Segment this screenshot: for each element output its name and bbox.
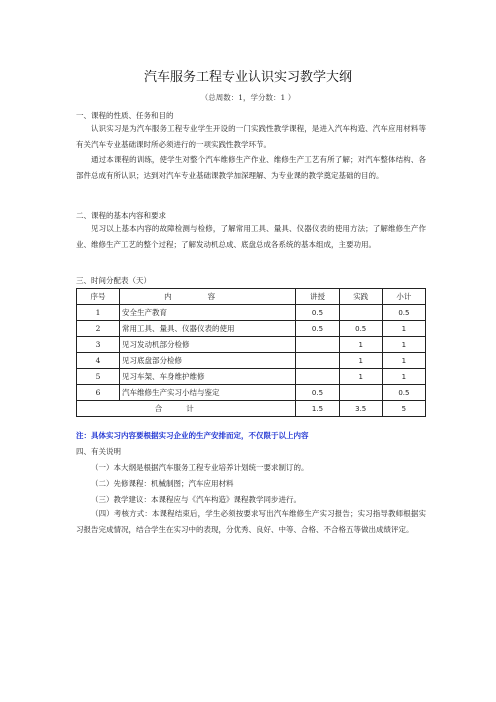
cell-no: 1 <box>77 305 120 321</box>
section-1-paragraph-2: 通过本课程的训练，使学生对整个汽车维修生产作业、维修生产工艺有所了解；对汽车整体结构、各部件总成有所认识；达到对汽车专业基础课教学加深理解、为专业课的教学奠定基础的目的。 <box>76 155 426 180</box>
cell-lecture: 0.5 <box>296 305 339 321</box>
cell-lecture <box>296 353 339 369</box>
total-lecture: 1.5 <box>296 401 339 417</box>
cell-no: 3 <box>77 337 120 353</box>
cell-content: 见习发动机部分检修 <box>119 337 295 353</box>
section-4-item-2: （二）先修课程：机械制图；汽车应用材料 <box>91 479 234 488</box>
table-row <box>77 321 426 337</box>
total-subtotal: 5 <box>382 401 425 417</box>
table-row <box>77 305 426 321</box>
cell-content: 汽车维修生产实习小结与鉴定 <box>119 385 295 401</box>
time-allocation-table <box>76 288 426 417</box>
cell-content: 见习车架、车身维护维修 <box>119 369 295 385</box>
cell-subtotal: 1 <box>382 337 425 353</box>
table-row <box>77 337 426 353</box>
cell-subtotal: 1 <box>382 369 425 385</box>
document-title: 汽车服务工程专业认识实习教学大纲 <box>143 70 352 85</box>
total-practice: 3.5 <box>339 401 382 417</box>
cell-no: 2 <box>77 321 120 337</box>
cell-content: 见习底盘部分检修 <box>119 353 295 369</box>
section-4-item-1: （一）本大纲是根据汽车服务工程专业培养计划统一要求制订的。 <box>91 463 309 472</box>
cell-practice <box>339 305 382 321</box>
cell-lecture: 0.5 <box>296 385 339 401</box>
header-lecture: 讲授 <box>296 289 339 305</box>
document-subtitle: （总周数：1，学分数：1 ） <box>200 93 296 102</box>
cell-subtotal: 0.5 <box>382 305 425 321</box>
cell-no: 6 <box>77 385 120 401</box>
total-label: 合计 <box>77 401 296 417</box>
section-1-paragraph-1: 认识实习是为汽车服务工程专业学生开设的一门实践性教学课程，是进入汽车构造、汽车应用材料等有关汽车专业基础课时所必须进行的一项实践性教学环节。 <box>76 124 426 149</box>
cell-lecture: 0.5 <box>296 321 339 337</box>
section-4-item-4: （四）考核方式：本课程结束后，学生必须按要求写出汽车维修生产实习报告；实习指导教师根据实习报告完成情况，结合学生在实习中的表现，分优秀、良好、中等、合格、不合格五等做出成绩评定。 <box>76 509 426 534</box>
header-practice: 实践 <box>339 289 382 305</box>
cell-practice: 1 <box>339 337 382 353</box>
table-row <box>77 385 426 401</box>
section-4-item-3: （三）教学建议：本课程应与《汽车构造》课程教学同步进行。 <box>91 495 301 504</box>
cell-lecture <box>296 337 339 353</box>
table-note: 注：具体实习内容要根据实习企业的生产安排而定，不仅限于以上内容 <box>76 431 309 440</box>
table-header-row <box>77 289 426 305</box>
header-content: 内容 <box>119 289 295 305</box>
header-subtotal: 小计 <box>382 289 425 305</box>
cell-content: 常用工具、量具、仪器仪表的使用 <box>119 321 295 337</box>
header-no: 序号 <box>77 289 120 305</box>
cell-subtotal: 1 <box>382 353 425 369</box>
cell-practice: 0.5 <box>339 321 382 337</box>
table-row <box>77 369 426 385</box>
cell-subtotal: 0.5 <box>382 385 425 401</box>
cell-no: 5 <box>77 369 120 385</box>
section-2-paragraph-1: 见习以上基本内容的故障检测与检修，了解常用工具、量具、仪器仪表的使用方法；了解维修生产作业、维修生产工艺的整个过程；了解发动机总成、底盘总成各系统的基本组成，主要功用。 <box>76 224 426 249</box>
cell-practice <box>339 385 382 401</box>
cell-practice: 1 <box>339 369 382 385</box>
cell-content: 安全生产教育 <box>119 305 295 321</box>
section-3-heading: 三、时间分配表（天） <box>76 276 151 285</box>
cell-subtotal: 1 <box>382 321 425 337</box>
table-total-row <box>77 401 426 417</box>
cell-no: 4 <box>77 353 120 369</box>
section-1-heading: 一、课程的性质、任务和目的 <box>76 111 174 120</box>
cell-practice: 1 <box>339 353 382 369</box>
cell-lecture <box>296 369 339 385</box>
section-4-heading: 四、有关说明 <box>76 447 121 456</box>
section-2-heading: 二、课程的基本内容和要求 <box>76 211 166 220</box>
table-row <box>77 353 426 369</box>
